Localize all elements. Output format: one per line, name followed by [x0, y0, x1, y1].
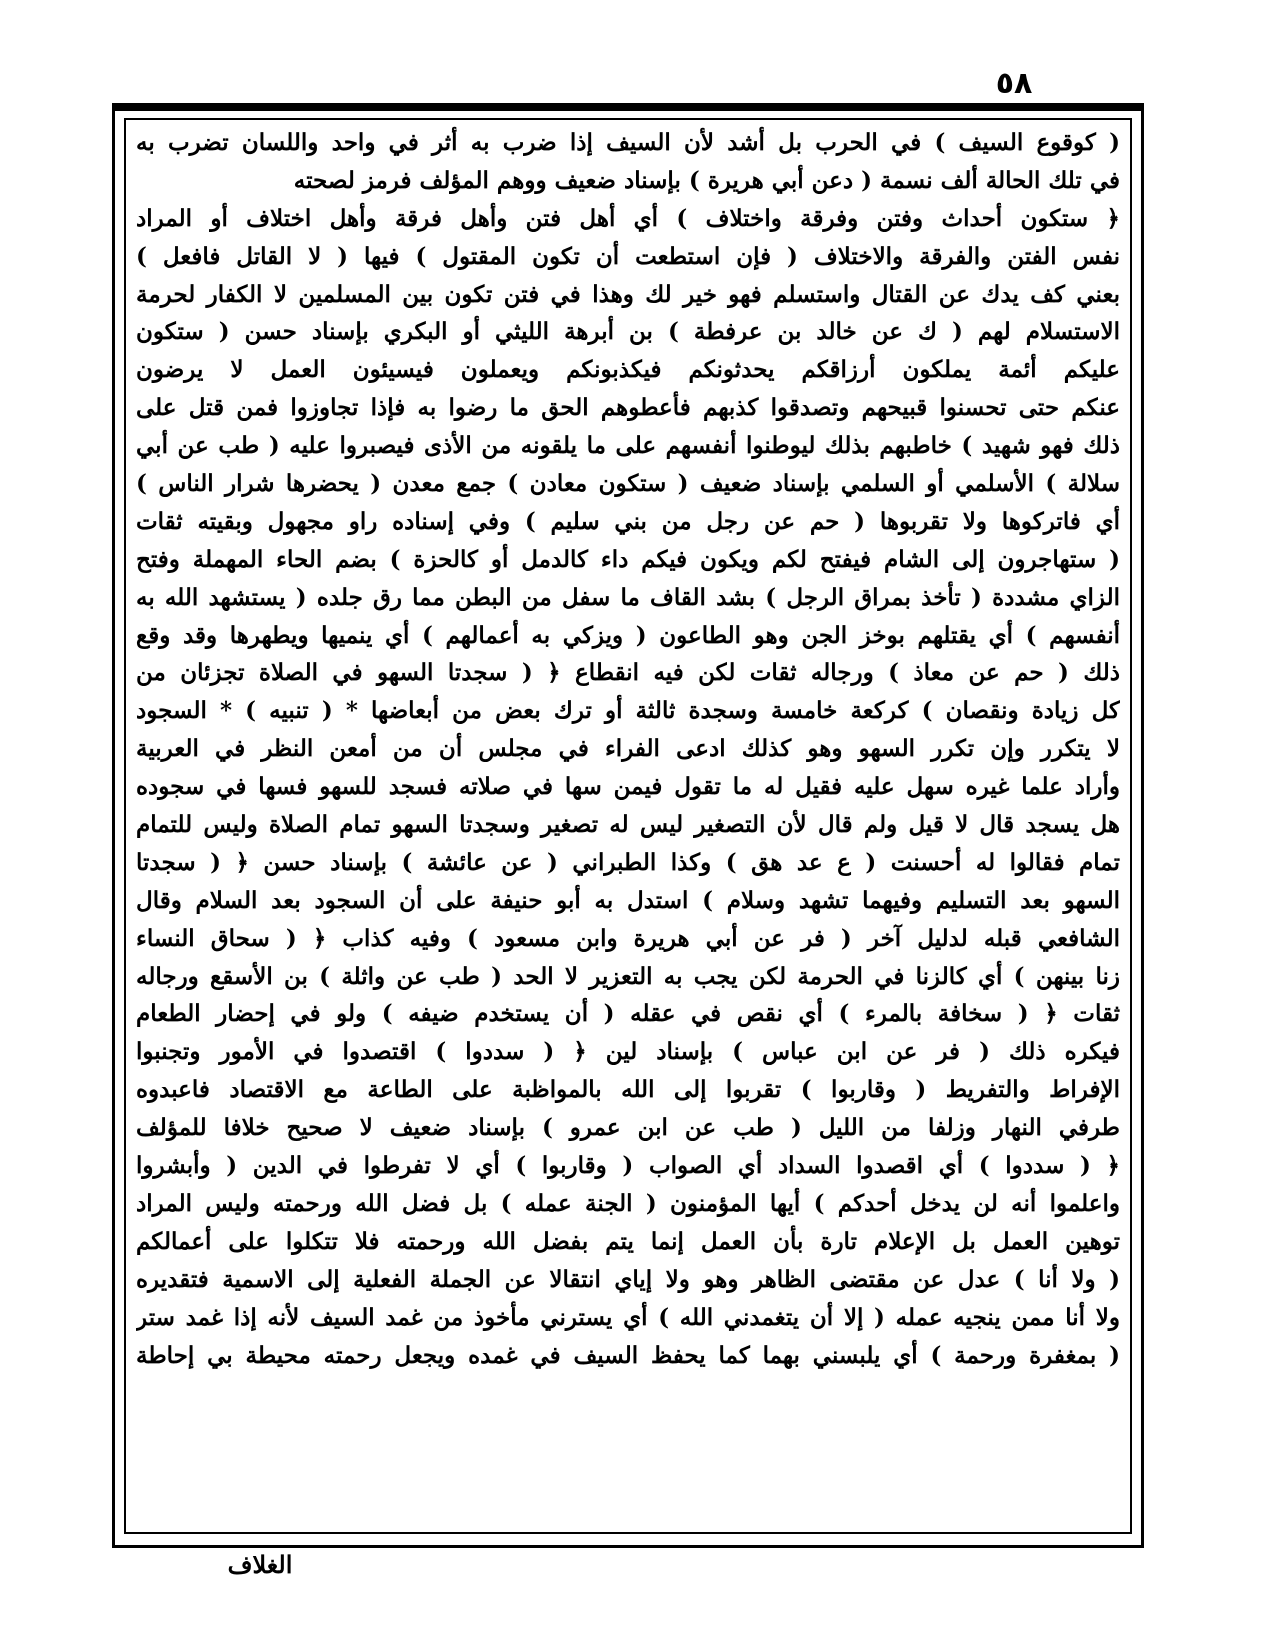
text-line: ( بمغفرة ورحمة ) أي يلبسني بهما كما يحفظ السيف في غمده ويجعل رحمته محيطة بي إحاطة [136, 1341, 1120, 1369]
text-line: طرفي النهار وزلفا من الليل ( طب عن ابن عمرو ) بإسناد ضعيف لا صحيح خلافا للمؤلف [136, 1114, 1120, 1142]
text-line: سلالة ) الأسلمي أو السلمي بإسناد ضعيف ( ستكون معادن ) جمع معدن ( يحضرها شرار الناس ) [136, 470, 1120, 498]
text-line: فيكره ذلك ( فر عن ابن عباس ) بإسناد لين ﴿ ( سددوا ) اقتصدوا في الأمور وتجنبوا [136, 1038, 1120, 1066]
text-line: هل يسجد قال لا قيل ولم قال لأن التصغير ليس له تصغير وسجدتا السهو تمام الصلاة وليس للتمام [136, 811, 1120, 839]
text-line: أنفسهم ) أي يقتلهم بوخز الجن وهو الطاعون ( ويزكي به أعمالهم ) أي ينميها ويطهرها وقد وقع [136, 621, 1120, 649]
text-line: ولا أنا ممن ينجيه عمله ( إلا أن يتغمدني الله ) أي يسترني مأخوذ من غمد السيف لأنه إذا غمد ستر [136, 1303, 1120, 1331]
text-line: كل زيادة ونقصان ) كركعة خامسة وسجدة ثالثة أو ترك بعض من أبعاضها * ( تنبيه ) * السجود [136, 697, 1120, 725]
text-line: عليكم أئمة يملكون أرزاقكم يحدثونكم فيكذبونكم ويعملون فيسيئون العمل لا يرضون [136, 356, 1120, 384]
text-line: الإفراط والتفريط ( وقاربوا ) تقربوا إلى الله بالمواظبة على الطاعة مع الاقتصاد فاعبدوه [136, 1076, 1120, 1104]
text-line: نفس الفتن والفرقة والاختلاف ( فإن استطعت أن تكون المقتول ) فيها ( لا القاتل فافعل ) [136, 242, 1120, 270]
text-line: واعلموا أنه لن يدخل أحدكم ) أيها المؤمنون ( الجنة عمله ) بل فضل الله ورحمته وليس المراد [136, 1189, 1120, 1217]
text-line: الاستسلام لهم ( ك عن خالد بن عرفطة ) بن أبرهة الليثي أو البكري بإسناد حسن ( ستكون [136, 318, 1120, 346]
page-number: ٥٨ [995, 66, 1033, 101]
text-line: ( ستهاجرون إلى الشام فيفتح لكم ويكون فيكم داء كالدمل أو كالحزة ) بضم الحاء المهملة وفتح [136, 545, 1120, 573]
text-line: عنكم حتى تحسنوا قبيحهم وتصدقوا كذبهم فأعطوهم الحق ما رضوا به فإذا تجاوزوا فمن قتل على [136, 394, 1120, 422]
text-line: توهين العمل بل الإعلام تارة بأن العمل إنما يتم بفضل الله ورحمته فلا تتكلوا على أعمالكم [136, 1227, 1120, 1255]
text-line: ( ولا أنا ) عدل عن مقتضى الظاهر وهو ولا إياي انتقالا عن الجملة الفعلية إلى الاسمية فتقديره [136, 1265, 1120, 1293]
text-line: ذلك فهو شهيد ) خاطبهم بذلك ليوطنوا أنفسهم على ما يلقونه من الأذى فيصبروا عليه ( طب عن أبي [136, 432, 1120, 460]
text-line: ﴿ ستكون أحداث وفتن وفرقة واختلاف ) أي أهل فتن وأهل فرقة وأهل اختلاف أو المراد [136, 204, 1120, 232]
text-line: وأراد علما غيره سهل عليه فقيل له ما تقول فيمن سها في صلاته فسجد للسهو فسها في سجوده [136, 773, 1120, 801]
text-line: ( كوقوع السيف ) في الحرب بل أشد لأن السيف إذا ضرب به أثر في واحد واللسان تضرب به [136, 129, 1120, 156]
text-line: أي فاتركوها ولا تقربوها ( حم عن رجل من بني سليم ) وفي إسناده راو مجهول وبقيته ثقات [136, 507, 1120, 535]
text-line: الزاي مشددة ( تأخذ بمراق الرجل ) بشد القاف ما سفل من البطن مما رق جلده ( يستشهد الله به [136, 583, 1120, 611]
text-line: الشافعي قبله لدليل آخر ( فر عن أبي هريرة وابن مسعود ) وفيه كذاب ﴿ ( سحاق النساء [136, 924, 1120, 952]
text-line: لا يتكرر وإن تكرر السهو وهو كذلك ادعى الفراء في مجلس أن من أمعن النظر في العربية [136, 735, 1120, 763]
text-line: تمام فقالوا له أحسنت ( ع عد هق ) وكذا الطبراني ( عن عائشة ) بإسناد حسن ﴿ ( سجدتا [136, 848, 1120, 876]
text-line: زنا بينهن ) أي كالزنا في الحرمة لكن يجب به التعزير لا الحد ( طب عن واثلة ) بن الأسقع ورجاله [136, 962, 1120, 990]
catchword: الغلاف [227, 1550, 293, 1579]
text-line: بعني كف يدك عن القتال واستسلم فهو خير لك وهذا في فتن تكون بين المسلمين لا الكفار لحرمة [136, 280, 1120, 308]
text-line: ثقات ﴿ ( سخافة بالمرء ) أي نقص في عقله ( أن يستخدم ضيفه ) ولو في إحضار الطعام [136, 1000, 1120, 1028]
text-line: في تلك الحالة ألف نسمة ( دعن أبي هريرة ) بإسناد ضعيف ووهم المؤلف فرمز لصحته [293, 166, 1120, 194]
text-line: ﴿ ( سددوا ) أي اقصدوا السداد أي الصواب ( وقاربوا ) أي لا تفرطوا في الدين ( وأبشروا [136, 1152, 1120, 1180]
text-line: ذلك ( حم عن معاذ ) ورجاله ثقات لكن فيه انقطاع ﴿ ( سجدتا السهو في الصلاة تجزئان من [136, 659, 1120, 687]
text-line: السهو بعد التسليم وفيهما تشهد وسلام ) استدل به أبو حنيفة على أن السجود بعد السلام وقال [136, 886, 1120, 914]
commentary-text-block [136, 124, 1120, 1532]
